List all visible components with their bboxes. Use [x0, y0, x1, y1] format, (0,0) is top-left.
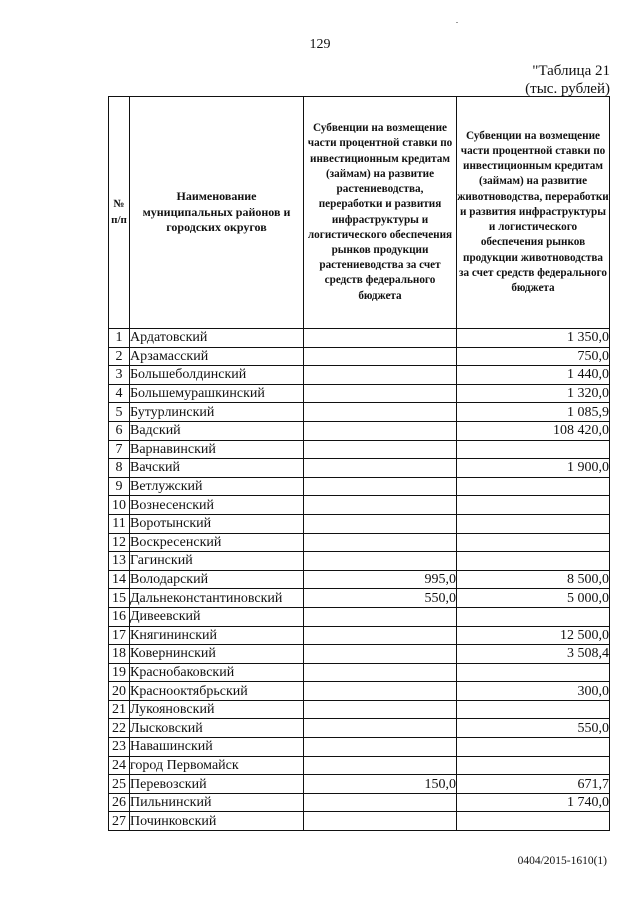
crop-subsidy-value: [304, 682, 457, 701]
table-row: [109, 421, 610, 440]
municipality-name: Ветлужский: [130, 477, 304, 496]
municipality-name: Пильнинский: [130, 793, 304, 812]
livestock-subsidy-value: [457, 812, 610, 831]
crop-subsidy-value: [304, 403, 457, 422]
page-number: 129: [309, 37, 331, 52]
crop-subsidy-value: [304, 421, 457, 440]
municipality-name: Бутурлинский: [130, 403, 304, 422]
table-row: [109, 440, 610, 459]
table-row: [109, 477, 610, 496]
table-row: [109, 403, 610, 422]
row-number: 5: [109, 403, 130, 422]
table-row: [109, 719, 610, 738]
header-municipality: Наименование муниципальных районов и городских округов: [130, 97, 304, 329]
table-row: [109, 812, 610, 831]
livestock-subsidy-value: 1 740,0: [457, 793, 610, 812]
livestock-subsidy-value: [457, 700, 610, 719]
row-number: 26: [109, 793, 130, 812]
row-number: 18: [109, 645, 130, 664]
municipality-name: Краснобаковский: [130, 663, 304, 682]
table-row: [109, 663, 610, 682]
municipality-name: Арзамасский: [130, 347, 304, 366]
livestock-subsidy-value: 5 000,0: [457, 589, 610, 608]
livestock-subsidy-value: 12 500,0: [457, 626, 610, 645]
crop-subsidy-value: [304, 812, 457, 831]
municipality-name: город Первомайск: [130, 756, 304, 775]
livestock-subsidy-value: 300,0: [457, 682, 610, 701]
livestock-subsidy-value: [457, 533, 610, 552]
municipality-name: Гагинский: [130, 552, 304, 571]
table-row: [109, 645, 610, 664]
table-row: [109, 347, 610, 366]
municipality-name: Володарский: [130, 570, 304, 589]
table-row: [109, 626, 610, 645]
row-number: 4: [109, 384, 130, 403]
header-livestock-subsidy: Субвенции на возмещение части процентной ставки по инвестиционным кредитам (займам) на развитие животноводства, переработки и развития инфраструктуры и логистического обеспечения рынков продукции животноводства за счет средств федерального бюджета: [457, 97, 610, 329]
crop-subsidy-value: [304, 384, 457, 403]
row-number: 15: [109, 589, 130, 608]
table-row: [109, 329, 610, 348]
municipality-name: Навашинский: [130, 738, 304, 757]
row-number: 2: [109, 347, 130, 366]
municipality-name: Большемурашкинский: [130, 384, 304, 403]
crop-subsidy-value: [304, 793, 457, 812]
crop-subsidy-value: [304, 607, 457, 626]
crop-subsidy-value: [304, 738, 457, 757]
municipality-name: Лукояновский: [130, 700, 304, 719]
row-number: 14: [109, 570, 130, 589]
municipality-name: Дальнеконстантиновский: [130, 589, 304, 608]
row-number: 9: [109, 477, 130, 496]
row-number: 27: [109, 812, 130, 831]
livestock-subsidy-value: 671,7: [457, 775, 610, 794]
crop-subsidy-value: [304, 366, 457, 385]
crop-subsidy-value: 150,0: [304, 775, 457, 794]
table-row: [109, 700, 610, 719]
municipality-name: Починковский: [130, 812, 304, 831]
row-number: 3: [109, 366, 130, 385]
livestock-subsidy-value: 1 440,0: [457, 366, 610, 385]
table-caption: [525, 62, 610, 98]
crop-subsidy-value: [304, 756, 457, 775]
table-row: [109, 682, 610, 701]
row-number: 6: [109, 421, 130, 440]
municipality-name: Большеболдинский: [130, 366, 304, 385]
municipality-name: Лысковский: [130, 719, 304, 738]
row-number: 24: [109, 756, 130, 775]
livestock-subsidy-value: 108 420,0: [457, 421, 610, 440]
row-number: 7: [109, 440, 130, 459]
header-number: № п/п: [109, 97, 130, 329]
row-number: 20: [109, 682, 130, 701]
table-row: [109, 793, 610, 812]
livestock-subsidy-value: 8 500,0: [457, 570, 610, 589]
crop-subsidy-value: [304, 533, 457, 552]
row-number: 23: [109, 738, 130, 757]
row-number: 8: [109, 459, 130, 478]
livestock-subsidy-value: [457, 477, 610, 496]
table-row: [109, 738, 610, 757]
municipality-name: Вознесенский: [130, 496, 304, 515]
livestock-subsidy-value: 3 508,4: [457, 645, 610, 664]
table-row: [109, 607, 610, 626]
table-row: [109, 570, 610, 589]
subsidies-table: [108, 96, 610, 831]
crop-subsidy-value: [304, 329, 457, 348]
row-number: 19: [109, 663, 130, 682]
table-row: [109, 533, 610, 552]
livestock-subsidy-value: [457, 496, 610, 515]
row-number: 1: [109, 329, 130, 348]
municipality-name: Вачский: [130, 459, 304, 478]
municipality-name: Варнавинский: [130, 440, 304, 459]
row-number: 22: [109, 719, 130, 738]
municipality-name: Воротынский: [130, 514, 304, 533]
livestock-subsidy-value: 750,0: [457, 347, 610, 366]
crop-subsidy-value: [304, 645, 457, 664]
livestock-subsidy-value: 1 085,9: [457, 403, 610, 422]
table-row: [109, 459, 610, 478]
table-units: (тыс. рублей): [525, 81, 610, 97]
crop-subsidy-value: [304, 719, 457, 738]
table-row: [109, 589, 610, 608]
crop-subsidy-value: [304, 663, 457, 682]
livestock-subsidy-value: 1 320,0: [457, 384, 610, 403]
livestock-subsidy-value: 1 900,0: [457, 459, 610, 478]
municipality-name: Краснооктябрьский: [130, 682, 304, 701]
scan-speck: [456, 22, 458, 23]
livestock-subsidy-value: [457, 756, 610, 775]
municipality-name: Ковернинский: [130, 645, 304, 664]
livestock-subsidy-value: [457, 440, 610, 459]
crop-subsidy-value: [304, 626, 457, 645]
document-code: 0404/2015-1610(1): [517, 855, 607, 867]
table-row: [109, 366, 610, 385]
table-header-row: [109, 97, 610, 329]
row-number: 17: [109, 626, 130, 645]
table-row: [109, 775, 610, 794]
row-number: 10: [109, 496, 130, 515]
table-row: [109, 514, 610, 533]
table-body: [109, 329, 610, 831]
crop-subsidy-value: [304, 459, 457, 478]
livestock-subsidy-value: 550,0: [457, 719, 610, 738]
municipality-name: Перевозский: [130, 775, 304, 794]
row-number: 12: [109, 533, 130, 552]
livestock-subsidy-value: 1 350,0: [457, 329, 610, 348]
crop-subsidy-value: [304, 552, 457, 571]
crop-subsidy-value: 550,0: [304, 589, 457, 608]
row-number: 25: [109, 775, 130, 794]
crop-subsidy-value: [304, 477, 457, 496]
table-row: [109, 496, 610, 515]
livestock-subsidy-value: [457, 738, 610, 757]
municipality-name: Ардатовский: [130, 329, 304, 348]
table-row: [109, 384, 610, 403]
municipality-name: Вадский: [130, 421, 304, 440]
crop-subsidy-value: [304, 514, 457, 533]
municipality-name: Воскресенский: [130, 533, 304, 552]
crop-subsidy-value: [304, 700, 457, 719]
livestock-subsidy-value: [457, 552, 610, 571]
livestock-subsidy-value: [457, 514, 610, 533]
crop-subsidy-value: [304, 496, 457, 515]
row-number: 11: [109, 514, 130, 533]
table-title: "Таблица 21: [532, 63, 610, 79]
header-crop-subsidy: Субвенции на возмещение части процентной ставки по инвестиционным кредитам (займам) на развитие растениеводства, переработки и развития инфраструктуры и логистического обеспечения рынков продукции растениеводства за счет средств федерального бюджета: [304, 97, 457, 329]
table-row: [109, 756, 610, 775]
municipality-name: Княгининский: [130, 626, 304, 645]
livestock-subsidy-value: [457, 607, 610, 626]
municipality-name: Дивеевский: [130, 607, 304, 626]
crop-subsidy-value: 995,0: [304, 570, 457, 589]
crop-subsidy-value: [304, 440, 457, 459]
livestock-subsidy-value: [457, 663, 610, 682]
row-number: 16: [109, 607, 130, 626]
row-number: 21: [109, 700, 130, 719]
table-row: [109, 552, 610, 571]
row-number: 13: [109, 552, 130, 571]
crop-subsidy-value: [304, 347, 457, 366]
